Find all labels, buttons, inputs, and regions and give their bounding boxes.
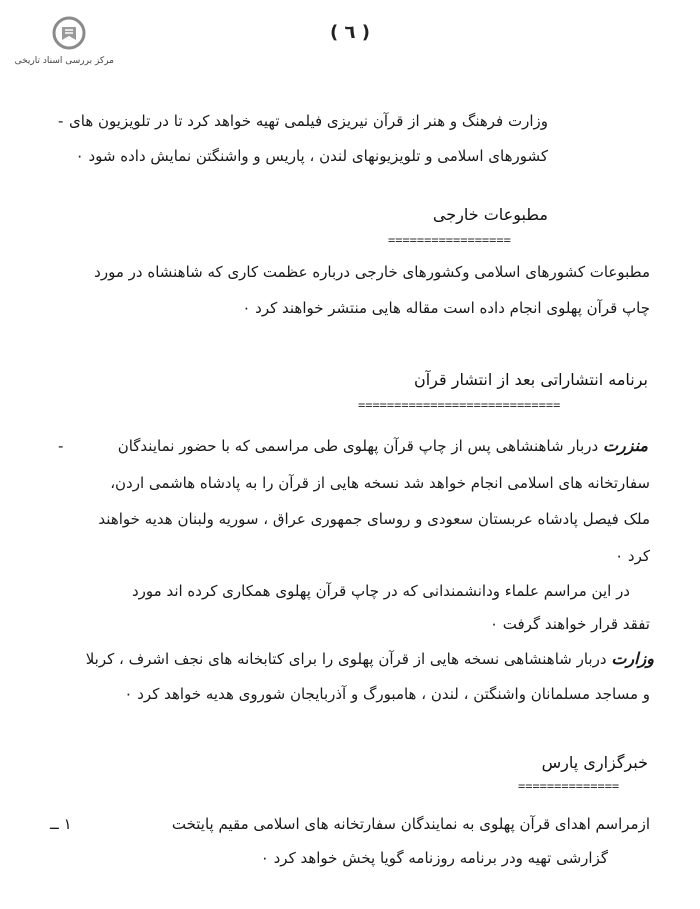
page-number: ( ٦ ) [330,22,370,43]
pars-item-1-line-2: گزارشی تهیه ودر برنامه روزنامه گویا پخش خواهد کرد ۰ [260,849,608,867]
program-line-6: تفقد قرار خواهند گرفت ۰ [489,615,650,633]
pars-item-number: ١ ــ [50,815,72,833]
program-line-1-label: منزرت [602,436,648,455]
program-line-1-text: دربار شاهنشاهی پس از چاپ قرآن پهلوی طی مراسمی که با حضور نمایندگان [117,437,599,455]
program-line-7 [86,649,654,669]
pars-item-1-line-1 [172,814,650,834]
foreign-press-line-1: مطبوعات کشورهای اسلامی وکشورهای خارجی درباره عظمت کاری که شاهنشاه در مورد [94,263,650,281]
tv-line-1: وزارت فرهنگ و هنر از قرآن نیریزی فیلمی تهیه خواهد کرد تا در تلویزیون های [69,112,548,130]
tv-line-1-dash: - [58,112,64,130]
program-rule: ============================ [358,399,561,411]
program-line-8: و مساجد مسلمانان واشنگتن ، لندن ، هامبورگ و آذربایجان شوروی هدیه خواهد کرد ۰ [124,685,650,703]
foreign-press-heading: مطبوعات خارجی [432,205,548,224]
archive-emblem-icon [52,16,86,50]
program-line-5: در این مراسم علماء ودانشمندانی که در چاپ قرآن پهلوی همکاری کرده اند مورد [131,582,630,600]
pars-item-1-text: ازمراسم اهدای قرآن پهلوی به نمایندگان سفارتخانه های اسلامی مقیم پایتخت [171,815,650,833]
program-line-1-dash: - [58,437,64,455]
program-line-4: کرد ۰ [615,547,650,565]
archive-logo [14,16,114,78]
tv-line-2: کشورهای اسلامی و تلویزیونهای لندن ، پاریس و واشنگتن نمایش داده شود ۰ [75,147,548,165]
program-line-7-label: وزارت [611,649,654,668]
pars-rule: ============== [518,780,620,792]
program-line-2: سفارتخانه های اسلامی انجام خواهد شد نسخه هایی از قرآن را به پادشاه هاشمی اردن، [110,474,650,492]
foreign-press-line-2: چاپ قرآن پهلوی انجام داده است مقاله هایی منتشر خواهند کرد ۰ [242,299,650,317]
pars-heading: خبرگزاری پارس [541,753,648,772]
program-line-1 [118,436,648,456]
program-line-7-text: دربار شاهنشاهی نسخه هایی از قرآن پهلوی را برای کتابخانه های نجف اشرف ، کربلا [85,650,607,668]
program-heading: برنامه انتشاراتی بعد از انتشار قرآن [413,370,648,389]
logo-caption: مرکز بررسی اسناد تاریخی [14,56,114,66]
program-line-3: ملک فیصل پادشاه عربستان سعودی و روسای جمهوری عراق ، سوریه ولبنان هدیه خواهند [98,510,650,528]
foreign-press-rule: ================= [388,234,511,246]
